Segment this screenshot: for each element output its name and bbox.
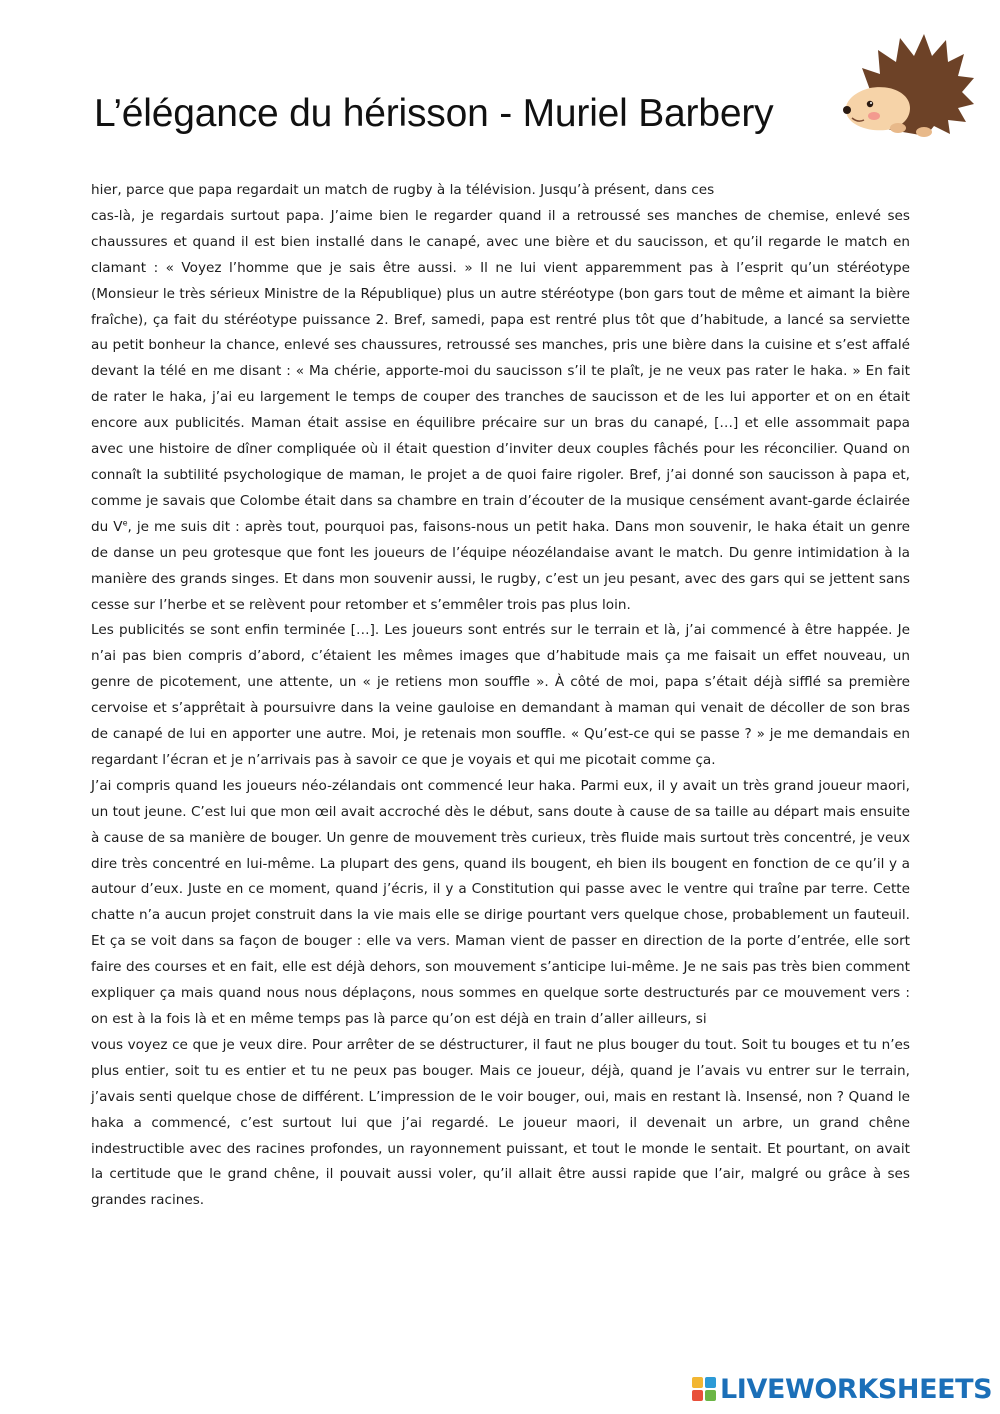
paragraph-1 bbox=[91, 204, 910, 619]
brand-name: LIVEWORKSHEETS bbox=[720, 1373, 993, 1405]
paragraph-4: vous voyez ce que je veux dire. Pour arrêter de se déstructurer, il faut ne plus bouger du tout. Soit tu bouges et tu n’es plus entier, soit tu es entier et tu ne peux pas bouger. Mais ce joueur, déjà, quand je l’avais vu entrer sur le terrain, j’avais senti quelque chose de différent. L’impression de le voir bouger, oui, mais en restant là. Insensé, non ? Quand le haka a commencé, c’est surtout lui que j’ai regardé. Le joueur maori, il devenait un arbre, un grand chêne indestructible avec des racines profondes, un rayonnement puissant, et tout le monde le sentait. Et pourtant, on avait la certitude que le grand chêne, il pouvait aussi voler, qu’il allait être aussi rapide que l’air, malgré ou grâce à ses grandes racines. bbox=[91, 1036, 910, 1209]
superscript: e bbox=[122, 518, 128, 528]
page-title: L’élégance du hérisson - Muriel Barbery bbox=[94, 92, 774, 135]
liveworksheets-logo[interactable] bbox=[692, 1372, 992, 1406]
paragraph-1-text: cas-là, je regardais surtout papa. J’aime bien le regarder quand il a retroussé ses manches de chemise, enlevé ses chaussures et quand il est bien installé dans le canapé, avec une bière et du saucisson, et qu’il regarde le match en clamant : « Voyez l’homme que je sais être aussi. » Il ne lui vient apparemment pas à l’esprit qu’un stéréotype (Monsieur le très sérieux Ministre de la République) plus un autre stéréotype (bon gars tout de même et aimant la bière fraîche), ça fait du stéréotype puissance 2. Bref, samedi, papa est rentré plus tôt que d’habitude, a lancé sa serviette au petit bonheur la chance, enlevé ses chaussures, retroussé ses manches, pris une bière dans la cuisine et s’est affalé devant la télé en me disant : « Ma chérie, apporte-moi du saucisson s’il te plaît, je ne veux pas rater le haka. » En fait de rater le haka, j’ai eu largement le temps de couper des tranches de saucisson et de les lui apporter et on en était encore aux publicités. Maman était assise en équilibre précaire sur un bras du canapé, […] et elle assommait papa avec une histoire de dîner compliquée où il était question d’inviter deux couples fâchés pour les réconcilier. Quand on connaît la subtilité psychologique de maman, le projet a de quoi faire rigoler. Bref, j’ai donné son saucisson à papa et, comme je savais que Colombe était dans sa chambre en train d’écouter de la musique censément avant-garde éclairée du V bbox=[91, 207, 910, 535]
paragraph-1-end: , je me suis dit : après tout, pourquoi pas, faisons-nous un petit haka. Dans mon souvenir, le haka était un genre de danse un peu grotesque que font les joueurs de l’équipe néozélandaise avant le match. Du genre intimidation à la manière des grands singes. Et dans mon souvenir aussi, le rugby, c’est un jeu pesant, avec des gars qui se jettent sans cesse sur l’herbe et se relèvent pour retomber et s’emmêler trois pas plus loin. bbox=[91, 518, 910, 613]
paragraph-3: J’ai compris quand les joueurs néo-zélandais ont commencé leur haka. Parmi eux, il y avait un très grand joueur maori, un tout jeune. C’est lui que mon œil avait accroché dès le début, sans doute à cause de sa taille au départ mais ensuite à cause de sa manière de bouger. Un genre de mouvement très curieux, très fluide mais surtout très concentré, je veux dire très concentré en lui-même. La plupart des gens, quand ils bougent, eh bien ils bougent en fonction de ce qu’il y a autour d’eux. Juste en ce moment, quand j’écris, il y a Constitution qui passe avec le ventre qui traîne par terre. Cette chatte n’a aucun projet construit dans la vie mais elle se dirige pourtant vers quelque chose, probablement un fauteuil. Et ça se voit dans sa façon de bouger : elle va vers. Maman vient de passer en direction de la porte d’entrée, elle sort faire des courses et en fait, elle est déjà dehors, son mouvement s’anticipe lui-même. Je ne sais pas très bien comment expliquer ça mais quand nous nous déplaçons, nous sommes en quelque sorte destructurés par ce mouvement vers : on est à la fois là et en même temps pas là parce qu’on est déjà en train d’aller ailleurs, si bbox=[91, 777, 910, 1027]
paragraph-opening-line: hier, parce que papa regardait un match de rugby à la télévision. Jusqu’à présent, dans ces bbox=[91, 182, 715, 198]
paragraph-2: Les publicités se sont enfin terminée […]. Les joueurs sont entrés sur le terrain et là, j’ai commencé à être happée. Je n’ai pas bien compris d’abord, c’étaient les mêmes images que d’habitude mais ça me faisait un effet nouveau, un genre de picotement, une attente, un « je retiens mon souffle ». À côté de moi, papa s’était déjà sifflé sa première cervoise et s’apprêtait à poursuivre dans la veine gauloise en demandant à maman qui venait de décoller de son bras de canapé de lui en apporter une autre. Moi, je retenais mon souffle. « Qu’est-ce qui se passe ? » je me demandais en regardant l’écran et je n’arrivais pas à savoir ce que je voyais et qui me picotait comme ça. bbox=[91, 622, 910, 768]
liveworksheets-icon bbox=[692, 1377, 716, 1401]
text-body bbox=[91, 178, 910, 1214]
hedgehog-icon bbox=[840, 28, 975, 138]
